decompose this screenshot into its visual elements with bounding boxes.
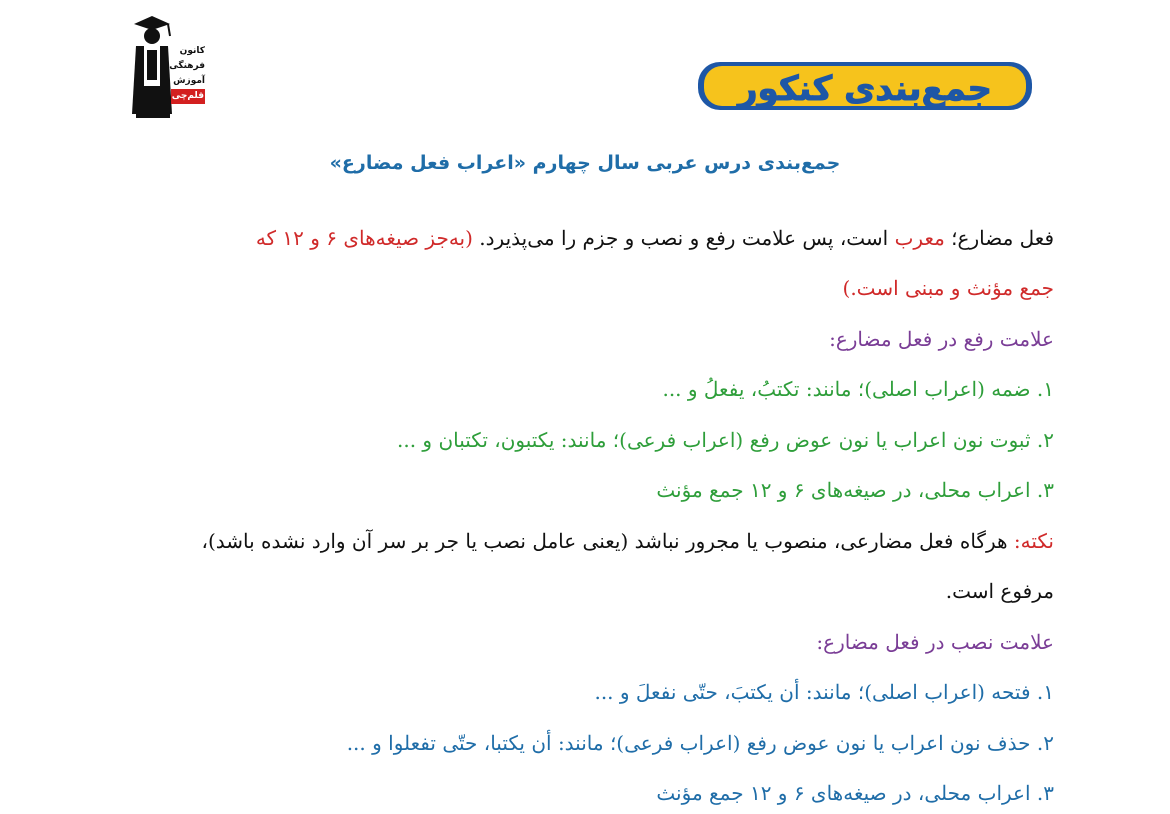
note-cont: مرفوع است. [945,579,1054,603]
intro-exception-cont: جمع مؤنث و مبنی است.) [842,276,1054,300]
note-label: نکته: [1013,529,1054,553]
nasb-item: ۳. اعراب محلی، در صیغه‌های ۶ و ۱۲ جمع مؤنث [656,781,1054,805]
intro-keyword: معرب [894,226,945,250]
institute-line: فرهنگی [169,61,205,71]
raf-item: ۲. ثبوت نون اعراب یا نون عوض رفع (اعراب فرعی)؛ مانند: یکتبون، تکتبان و ... [397,428,1054,452]
intro-line [256,226,1054,250]
note-line [202,529,1054,553]
institute-line: کانون [179,46,205,56]
intro-text-c: است، پس علامت رفع و نصب و جزم را می‌پذیرد. [472,226,895,250]
institute-name [169,44,205,104]
brand-text: جمع‌بندی کنکور [737,69,993,109]
raf-item: ۳. اعراب محلی، در صیغه‌های ۶ و ۱۲ جمع مؤنث [656,478,1054,502]
raf-item: ۱. ضمه (اعراب اصلی)؛ مانند: تکتبُ، یفعلُ و ... [662,377,1054,401]
intro-text-a: فعل مضارع؛ [944,226,1054,250]
note-text: هرگاه فعل مضارعی، منصوب یا مجرور نباشد (یعنی عامل نصب یا جر بر سر آن وارد نشده باشد)، [201,529,1014,553]
brand-logo-art [690,30,1040,120]
raf-heading: علامت رفع در فعل مضارع: [829,327,1054,351]
nasb-heading: علامت نصب در فعل مضارع: [816,630,1054,654]
nasb-item: ۲. حذف نون اعراب یا نون عوض رفع (اعراب فرعی)؛ مانند: أن یکتبا، حتّی تفعلوا و ... [346,731,1054,755]
intro-exception: (به‌جز صیغه‌های ۶ و ۱۲ که [255,226,473,250]
nasb-item: ۱. فتحه (اعراب اصلی)؛ مانند: أن یکتبَ، حتّی نفعلَ و ... [594,680,1054,704]
brand-logo [690,30,1040,120]
institute-logo [128,16,203,120]
document-title: جمع‌بندی درس عربی سال چهارم «اعراب فعل مضارع» [329,152,841,174]
institute-line: آموزش [173,76,205,86]
institute-line: قلم‌چی [171,89,205,104]
